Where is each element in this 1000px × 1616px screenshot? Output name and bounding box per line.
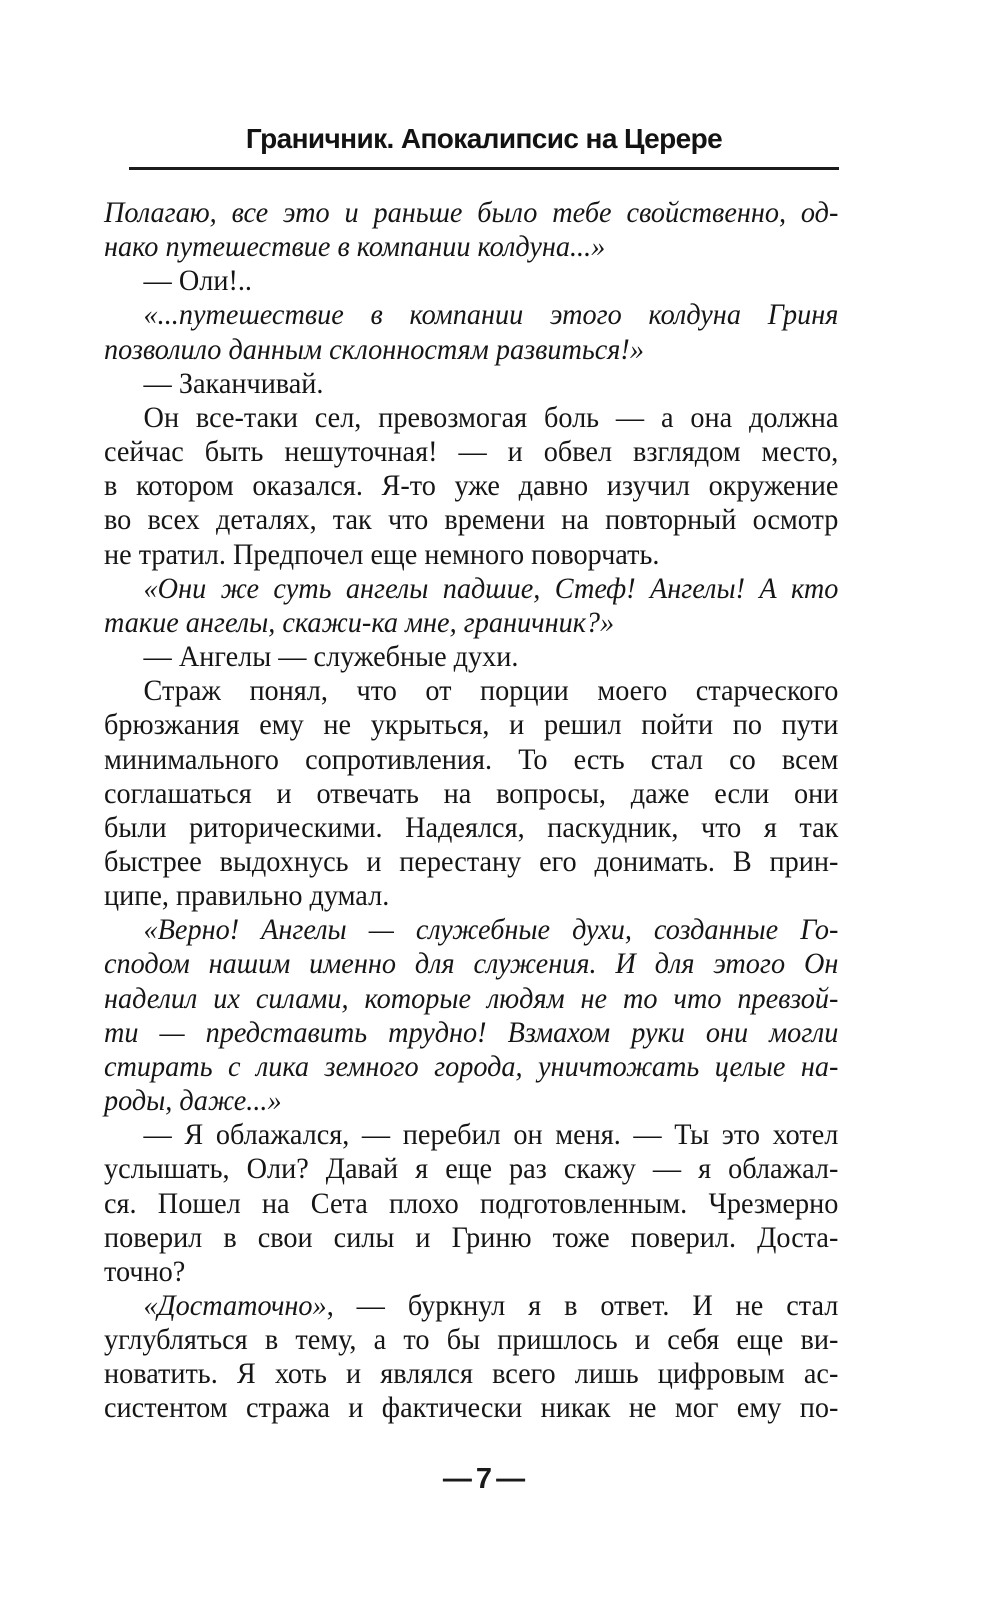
footer-dash-left: — (442, 1463, 472, 1495)
text-segment: сподом нашим именно для служения. И для этого Он (104, 947, 839, 981)
text-segment: были риторическими. Надеялся, паскудник, что я так (104, 810, 839, 844)
text-segment: стирать с лика земного города, уничтожать целые на- (104, 1049, 839, 1083)
text-segment: поверил в свои силы и Гриню тоже поверил. Доста- (104, 1220, 839, 1254)
footer-dash-right: — (496, 1463, 526, 1495)
text-segment: систентом стража и фактически никак не мог ему по- (104, 1391, 839, 1425)
paragraph (104, 264, 838, 298)
text-line (104, 1289, 838, 1323)
text-segment: ся. Пошел на Сета плохо подготовленным. Чрезмерно (104, 1186, 839, 1220)
text-line (104, 1221, 838, 1255)
text-line (104, 1152, 838, 1186)
text-segment: брюзжания ему не укрыться, и решил пойти по пути (104, 708, 839, 742)
text-segment: «...путешествие в компании этого колдуна Гриня (143, 298, 839, 332)
text-line (104, 401, 838, 435)
text-segment: «Они же суть ангелы падшие, Стеф! Ангелы! А кто (143, 571, 839, 605)
text-segment: Он все-таки сел, превозмогая боль — а она должна (143, 400, 839, 434)
text-line (104, 811, 838, 845)
text-segment: — Ангелы — служебные духи. (143, 640, 519, 674)
text-segment: такие ангелы, скажи-ка мне, граничник?» (104, 605, 615, 639)
text-line (104, 708, 838, 742)
text-segment: точно? (104, 1254, 186, 1288)
text-segment: соглашаться и отвечать на вопросы, даже если они (104, 776, 839, 810)
running-header-title: Граничник. Апокалипсис на Церере (245, 123, 723, 154)
text-line (104, 879, 838, 913)
text-segment: во всех деталях, так что времени на повторный осмотр (104, 503, 839, 537)
text-segment: нако путешествие в компании колдуна...» (104, 230, 606, 264)
text-line (104, 196, 838, 230)
text-segment: ципе, правильно думал. (104, 879, 390, 913)
text-line (104, 572, 838, 606)
text-segment: углубляться в тему, а то бы пришлось и себя еще ви- (104, 1323, 839, 1357)
text-segment: Страж понял, что от порции моего старческого (143, 674, 839, 708)
text-segment: Полагаю, все это и раньше было тебе свойственно, од- (104, 196, 839, 229)
text-line (104, 982, 838, 1016)
paragraph (104, 298, 838, 366)
text-segment: — Оли!.. (143, 264, 252, 298)
text-segment: , — буркнул я в ответ. И не стал (326, 1289, 839, 1322)
paragraph (104, 401, 838, 572)
text-segment: «Достаточно» (143, 1289, 327, 1322)
text-segment: минимального сопротивления. То есть стал со всем (104, 742, 839, 776)
text-segment: ти — представить трудно! Взмахом руки они могли (104, 1015, 839, 1049)
text-line (104, 538, 838, 572)
paragraph (104, 674, 838, 913)
text-line (104, 264, 838, 298)
header-rule (129, 167, 839, 170)
text-line (104, 1357, 838, 1391)
paragraph (104, 1118, 838, 1289)
text-segment: «Верно! Ангелы — служебные духи, созданные Го- (143, 913, 839, 947)
text-segment: не тратил. Предпочел еще немного поворчать. (104, 537, 660, 571)
text-line (104, 1323, 838, 1357)
paragraph (104, 572, 838, 640)
text-line (104, 913, 838, 947)
text-line (104, 435, 838, 469)
text-segment: услышать, Оли? Давай я еще раз скажу — я облажал- (104, 1152, 839, 1186)
text-line (104, 333, 838, 367)
text-segment: позволило данным склонностям развиться!» (104, 332, 644, 366)
text-line (104, 743, 838, 777)
paragraph (104, 196, 838, 264)
text-line (104, 1016, 838, 1050)
text-line (104, 1118, 838, 1152)
paragraph (104, 1289, 838, 1426)
page-footer (129, 1464, 839, 1494)
text-segment: наделил их силами, которые людям не то что превзой- (104, 981, 839, 1015)
text-segment: новатить. Я хоть и являлся всего лишь цифровым ас- (104, 1357, 839, 1391)
text-segment: быстрее выдохнусь и перестану его донимать. В прин- (104, 844, 839, 878)
text-segment: в котором оказался. Я-то уже давно изучил окружение (104, 469, 839, 503)
text-line (104, 606, 838, 640)
text-line (104, 845, 838, 879)
text-line (104, 1084, 838, 1118)
text-segment: — Я облажался, — перебил он меня. — Ты это хотел (143, 1118, 839, 1152)
text-line (104, 1187, 838, 1221)
text-line (104, 640, 838, 674)
text-segment: роды, даже...» (104, 1084, 282, 1118)
text-segment: сейчас быть нешуточная! — и обвел взглядом место, (104, 435, 839, 469)
paragraph (104, 640, 838, 674)
page-number: 7 (475, 1463, 493, 1495)
text-line (104, 503, 838, 537)
text-segment: — Заканчивай. (143, 366, 324, 400)
text-line (104, 674, 838, 708)
paragraph (104, 367, 838, 401)
text-line (104, 230, 838, 264)
text-line (104, 1050, 838, 1084)
page-body (104, 196, 838, 1426)
text-line (104, 367, 838, 401)
text-line (104, 469, 838, 503)
text-line (104, 947, 838, 981)
text-line (104, 1255, 838, 1289)
text-line (104, 298, 838, 332)
text-line (104, 777, 838, 811)
paragraph (104, 913, 838, 1118)
text-line (104, 1391, 838, 1425)
